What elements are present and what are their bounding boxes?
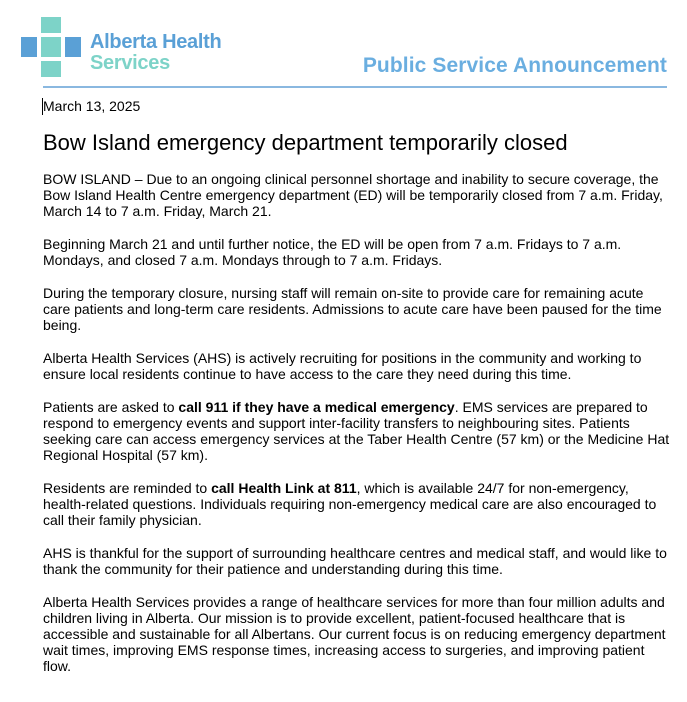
- paragraph-5: [43, 399, 673, 463]
- paragraph-2: Beginning March 21 and until further notice, the ED will be open from 7 a.m. Fridays to 7 a.m. Mondays, and closed 7 a.m. Mondays through to 7 a.m. Fridays.: [43, 236, 622, 268]
- text-cursor: [42, 98, 43, 115]
- logo-line-1: Alberta Health: [90, 31, 222, 53]
- announcement-label: Public Service Announcement: [362, 54, 667, 77]
- document-body: [43, 98, 673, 691]
- ahs-logo: [21, 17, 231, 77]
- logo-line-2: Services: [90, 52, 170, 74]
- health-link-instruction: call Health Link at 811: [211, 480, 357, 496]
- release-date: [43, 98, 673, 114]
- paragraph-5-lead: Patients are asked to: [43, 399, 179, 415]
- paragraph-3: During the temporary closure, nursing staff will remain on-site to provide care for remaining acute care patients and long-term care residents. Admissions to acute care have been paused for the time being.: [43, 285, 662, 333]
- header-divider: [43, 86, 667, 88]
- headline: Bow Island emergency department temporarily closed: [43, 130, 568, 155]
- paragraph-6: [43, 480, 673, 528]
- paragraph-1: BOW ISLAND – Due to an ongoing clinical personnel shortage and inability to secure coverage, the Bow Island Health Centre emergency department (ED) will be temporarily closed from 7 a.m. Friday, March 14 to 7 a.m. Friday, March 21.: [43, 171, 663, 219]
- paragraph-7: AHS is thankful for the support of surrounding healthcare centres and medical staff, and would like to thank the community for their patience and understanding during this time.: [43, 545, 667, 577]
- paragraph-8: Alberta Health Services provides a range of healthcare services for more than four million adults and children living in Alberta. Our mission is to provide excellent, patient-focused healthcare that is accessible and sustainable for all Albertans. Our current focus is on reducing emergency department wait times, improving EMS response times, increasing access to surgeries, and improving patient flow.: [43, 594, 666, 674]
- release-date-text: March 13, 2025: [43, 98, 141, 114]
- paragraph-6-rest: , which is available 24/7 for non-emergency, health-related questions. Individuals requiring non-emergency medical care are also encouraged to call their family physician.: [43, 480, 657, 528]
- document-header: [0, 0, 687, 90]
- paragraph-6-lead: Residents are reminded to: [43, 480, 212, 496]
- logo-wordmark: [90, 32, 221, 74]
- paragraph-4: Alberta Health Services (AHS) is actively recruiting for positions in the community and working to ensure local residents continue to have access to the care they need during this time.: [43, 350, 642, 382]
- emergency-instruction: call 911 if they have a medical emergency: [178, 399, 455, 415]
- ahs-cross-logo-icon: [21, 17, 81, 77]
- paragraph-5-rest: . EMS services are prepared to respond to emergency events and support inter-facility transfers to neighbouring sites. Patients seeking care can access emergency services at the Taber Health Centre (57 km) or the Medicine Hat Regional Hospital (57 km).: [43, 399, 670, 463]
